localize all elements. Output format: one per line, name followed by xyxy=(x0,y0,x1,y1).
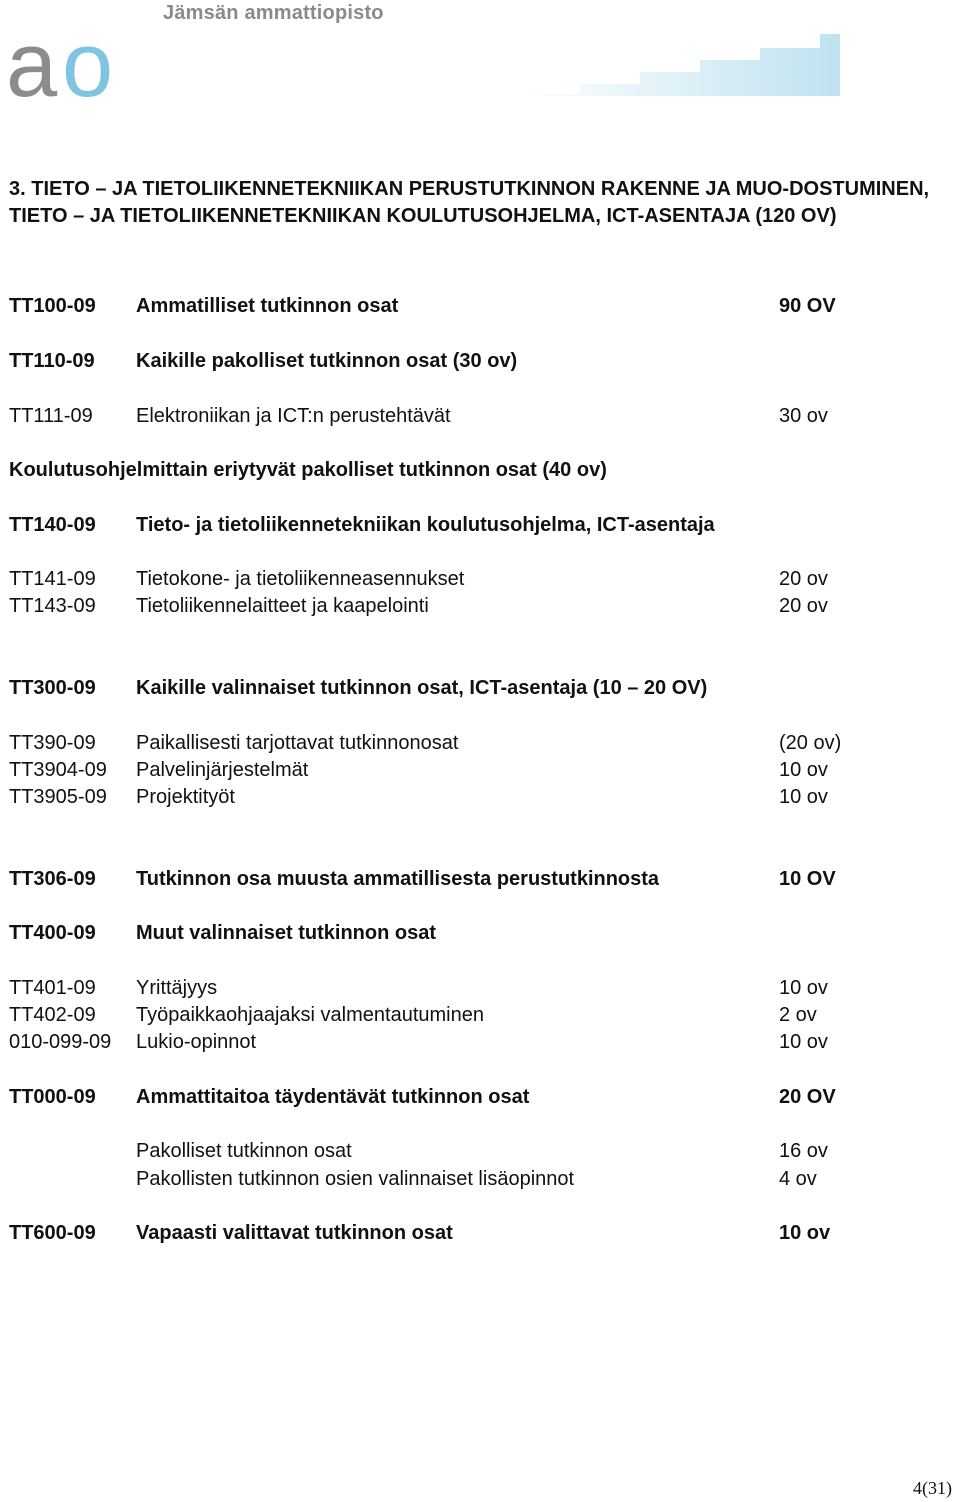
item-description: Yrittäjyys xyxy=(136,977,218,999)
item-code: TT111-09 xyxy=(9,405,93,427)
page-header xyxy=(0,0,960,110)
item-description: Tietokone- ja tietoliikenneasennukset xyxy=(136,568,465,590)
item-description: Ammatilliset tutkinnon osat xyxy=(136,295,399,317)
item-amount: 10 OV xyxy=(779,868,836,890)
item-code: TT143-09 xyxy=(9,595,96,617)
item-description: Muut valinnaiset tutkinnon osat xyxy=(136,922,437,944)
item-code: TT100-09 xyxy=(9,295,96,317)
item-amount: 4 ov xyxy=(779,1168,817,1190)
list-item xyxy=(0,457,960,484)
list-item xyxy=(0,757,960,784)
item-code: TT3904-09 xyxy=(9,759,107,781)
item-amount: 10 ov xyxy=(779,977,828,999)
item-description: Paikallisesti tarjottavat tutkinnonosat xyxy=(136,732,459,754)
item-code: TT402-09 xyxy=(9,1004,96,1026)
item-amount: 90 OV xyxy=(779,295,836,317)
item-code: TT390-09 xyxy=(9,732,96,754)
item-description: Pakolliset tutkinnon osat xyxy=(136,1140,352,1162)
item-code: TT3905-09 xyxy=(9,786,107,808)
item-description: Pakollisten tutkinnon osien valinnaiset lisäopinnot xyxy=(136,1168,575,1190)
page-number: 4(31) xyxy=(913,1478,952,1498)
list-item xyxy=(0,784,960,811)
list-item xyxy=(0,293,960,320)
ao-logo xyxy=(6,26,146,100)
item-amount: 2 ov xyxy=(779,1004,817,1026)
item-amount: 10 ov xyxy=(779,786,828,808)
list-item xyxy=(0,975,960,1002)
logo-letter-a: a xyxy=(6,26,58,100)
item-code: 010-099-09 xyxy=(9,1031,112,1053)
list-item xyxy=(0,348,960,375)
item-code: TT600-09 xyxy=(9,1222,96,1244)
item-code: TT141-09 xyxy=(9,568,96,590)
item-amount: 10 ov xyxy=(779,759,828,781)
item-code: TT140-09 xyxy=(9,514,96,536)
item-description: Tieto- ja tietoliikennetekniikan koulutusohjelma, ICT-asentaja xyxy=(136,514,715,536)
item-amount: 20 ov xyxy=(779,568,828,590)
item-amount: (20 ov) xyxy=(779,732,842,754)
school-name: Jämsän ammattiopisto xyxy=(163,2,384,24)
list-item xyxy=(0,675,960,702)
list-item xyxy=(0,866,960,893)
list-item xyxy=(0,730,960,757)
list-item xyxy=(0,1166,960,1193)
item-description: Projektityöt xyxy=(136,786,235,808)
item-description: Tietoliikennelaitteet ja kaapelointi xyxy=(136,595,429,617)
item-description: Palvelinjärjestelmät xyxy=(136,759,309,781)
item-code: TT306-09 xyxy=(9,868,96,890)
item-code: Koulutusohjelmittain eriytyvät pakolliset tutkinnon osat (40 ov) xyxy=(9,459,607,481)
item-amount: 16 ov xyxy=(779,1140,828,1162)
item-description: Elektroniikan ja ICT:n perustehtävät xyxy=(136,405,451,427)
item-description: Työpaikkaohjaajaksi valmentautuminen xyxy=(136,1004,484,1026)
item-code: TT110-09 xyxy=(9,350,95,372)
section-title: 3. TIETO – JA TIETOLIIKENNETEKNIIKAN PERUSTUTKINNON RAKENNE JA MUO-DOSTUMINEN, TIETO – JA TIETOLIIKENNETEKNIIKAN KOULUTUSOHJELMA, ICT-ASENTAJA (120 OV) xyxy=(9,178,930,227)
list-item xyxy=(0,403,960,430)
item-code: TT000-09 xyxy=(9,1086,96,1108)
item-description: Ammattitaitoa täydentävät tutkinnon osat xyxy=(136,1086,530,1108)
item-amount: 10 ov xyxy=(779,1222,831,1244)
item-amount: 20 OV xyxy=(779,1086,836,1108)
item-code: TT401-09 xyxy=(9,977,96,999)
item-amount: 10 ov xyxy=(779,1031,828,1053)
decorative-steps xyxy=(520,30,842,96)
item-code: TT300-09 xyxy=(9,677,96,699)
list-item xyxy=(0,1084,960,1111)
list-item xyxy=(0,566,960,593)
item-description: Lukio-opinnot xyxy=(136,1031,257,1053)
list-item xyxy=(0,1220,960,1247)
logo-letter-o: o xyxy=(62,26,114,100)
item-description: Tutkinnon osa muusta ammatillisesta perustutkinnosta xyxy=(136,868,660,890)
item-amount: 20 ov xyxy=(779,595,828,617)
item-amount: 30 ov xyxy=(779,405,828,427)
item-code: TT400-09 xyxy=(9,922,96,944)
list-item xyxy=(0,593,960,620)
list-item xyxy=(0,512,960,539)
item-description: Kaikille pakolliset tutkinnon osat (30 ov) xyxy=(136,350,518,372)
list-item xyxy=(0,1029,960,1056)
item-description: Kaikille valinnaiset tutkinnon osat, ICT-asentaja (10 – 20 OV) xyxy=(136,677,708,699)
list-item xyxy=(0,920,960,947)
item-description: Vapaasti valittavat tutkinnon osat xyxy=(136,1222,453,1244)
list-item xyxy=(0,1002,960,1029)
list-item xyxy=(0,1138,960,1165)
